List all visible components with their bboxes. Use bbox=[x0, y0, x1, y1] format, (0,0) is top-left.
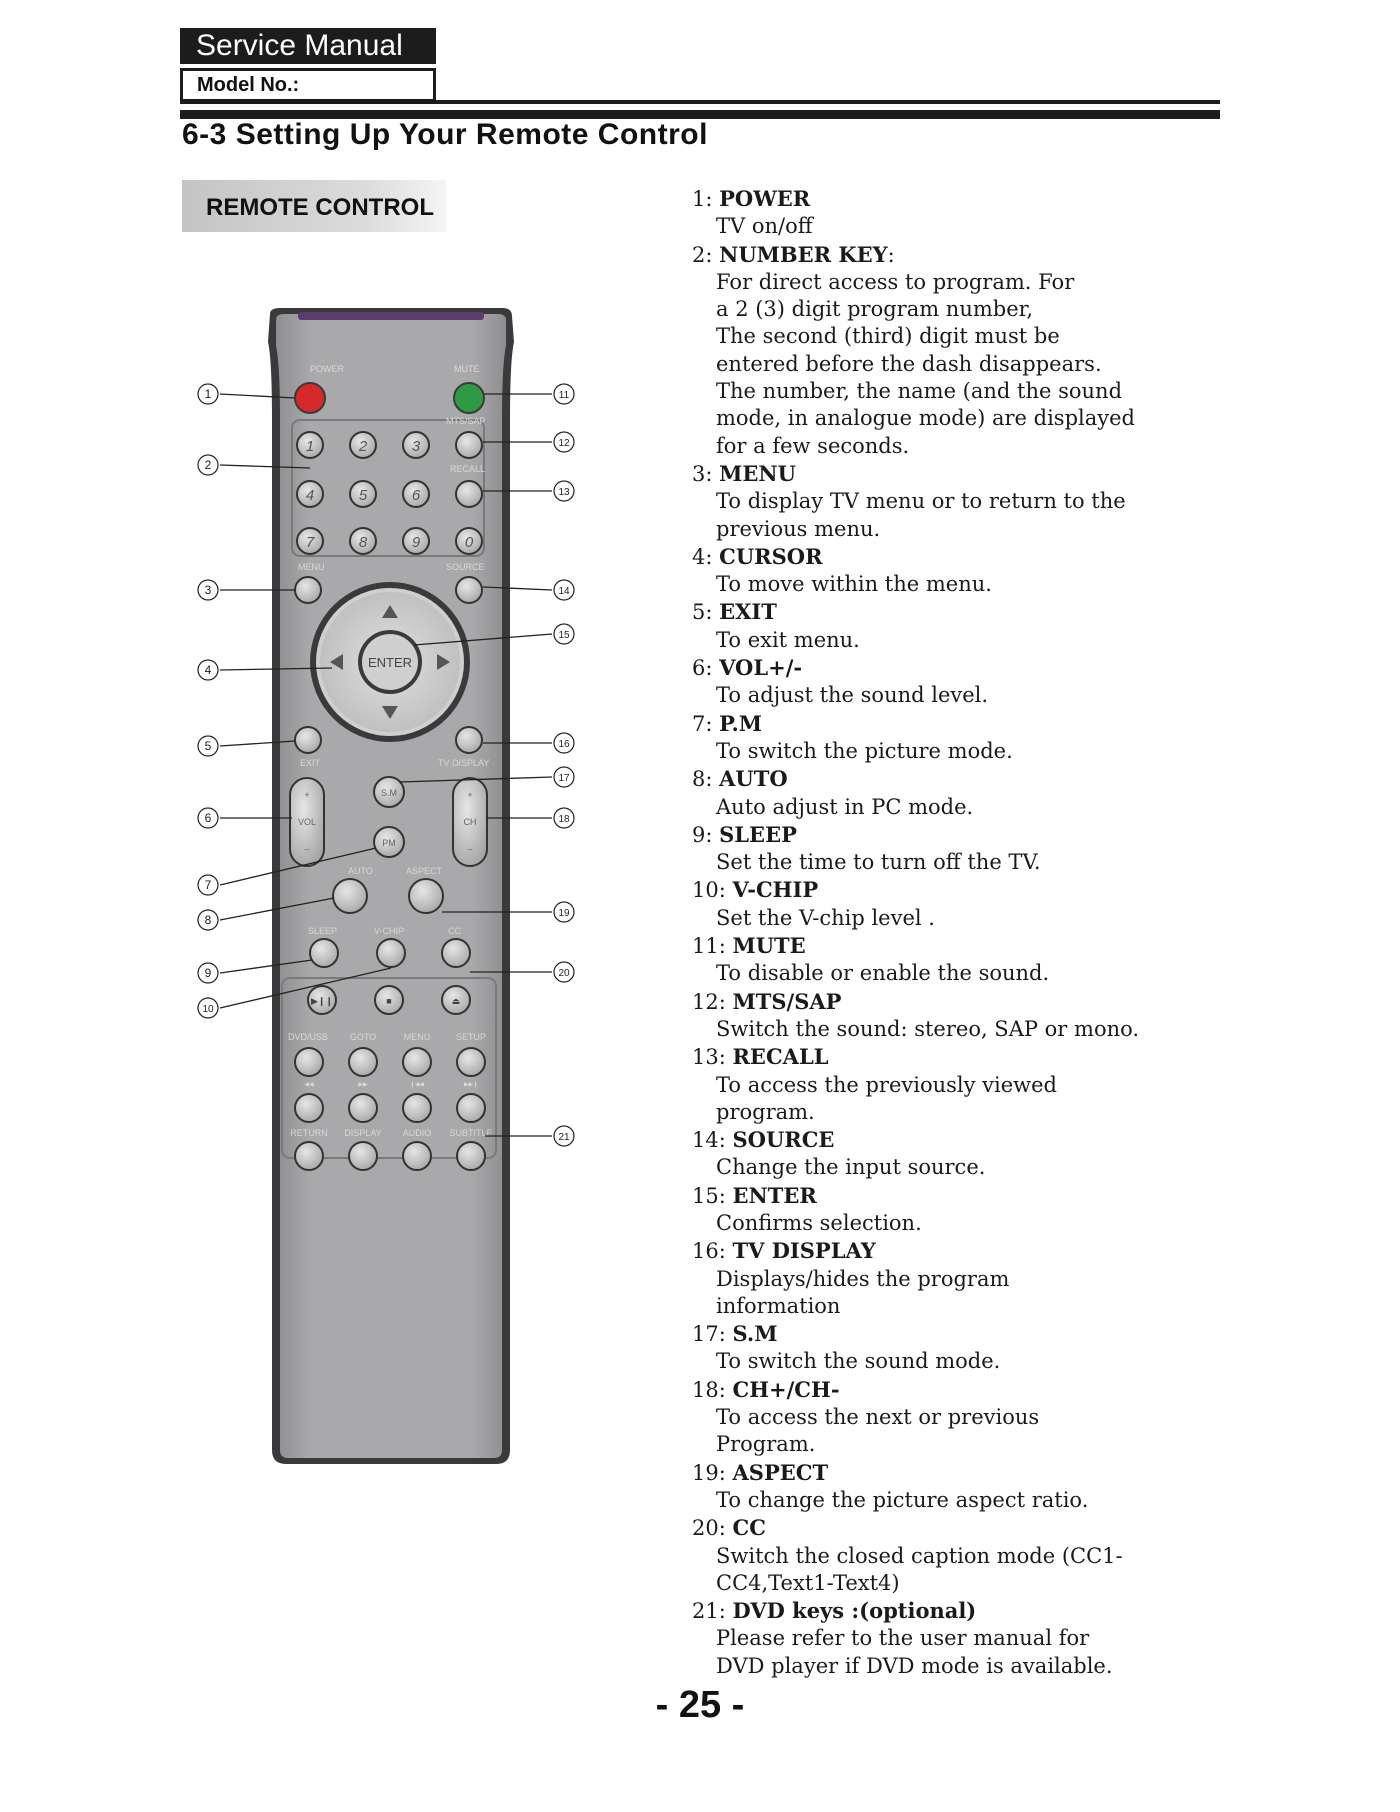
channel-plus-label: + bbox=[467, 790, 473, 800]
cc-label: CC bbox=[448, 926, 461, 936]
number-1-label: 1 bbox=[305, 438, 315, 455]
description-entry bbox=[692, 1320, 1352, 1376]
description-suffix: : bbox=[887, 242, 895, 267]
description-title: POWER bbox=[719, 186, 811, 211]
vchip-button[interactable] bbox=[377, 939, 405, 967]
callout-9-label: 9 bbox=[204, 966, 212, 980]
exit-button[interactable] bbox=[295, 727, 321, 753]
power-button[interactable] bbox=[295, 383, 325, 413]
description-title: VOL+/- bbox=[719, 655, 803, 681]
mts-sap-label: MTS/SAP bbox=[446, 416, 486, 426]
description-number: 7: bbox=[692, 711, 713, 736]
description-number: 12: bbox=[692, 989, 726, 1014]
sleep-label: SLEEP bbox=[308, 926, 338, 936]
power-label: POWER bbox=[310, 364, 345, 374]
description-text: TV on/off bbox=[716, 214, 813, 239]
source-label: SOURCE bbox=[446, 562, 485, 572]
volume-rocker[interactable] bbox=[290, 778, 324, 866]
source-button[interactable] bbox=[456, 577, 482, 603]
cc-button[interactable] bbox=[442, 939, 470, 967]
description-heading bbox=[692, 1182, 1352, 1210]
description-text: To access the next or previous Program. bbox=[716, 1405, 1040, 1457]
description-heading bbox=[692, 241, 1352, 269]
callout-14-label: 14 bbox=[558, 586, 570, 597]
dvd-usb-label: DVD/USB bbox=[287, 1032, 329, 1042]
dvd-menu-button[interactable] bbox=[403, 1048, 431, 1076]
number-4-label: 4 bbox=[305, 487, 315, 504]
description-entry bbox=[692, 988, 1352, 1044]
previous-icon: ❙◀◀ bbox=[409, 1082, 425, 1088]
stop-icon: ■ bbox=[386, 996, 392, 1006]
description-title: P.M bbox=[719, 710, 762, 736]
description-text: To exit menu. bbox=[716, 627, 860, 652]
return-button[interactable] bbox=[295, 1142, 323, 1170]
description-heading bbox=[692, 1376, 1352, 1404]
description-text: To access the previously viewed program. bbox=[716, 1072, 1058, 1124]
callout-21-label: 21 bbox=[558, 1132, 570, 1143]
description-number: 3: bbox=[692, 461, 713, 486]
description-text: For direct access to program. For a 2 (3) digit program number, The second (third) digit must be entered before the dash disappears. The number, the name (and the sound mode, in analogue mode) are displayed for a few seconds. bbox=[716, 269, 1135, 458]
description-entry bbox=[692, 1237, 1352, 1320]
description-entry bbox=[692, 1597, 1352, 1680]
description-entry bbox=[692, 241, 1352, 460]
sleep-button[interactable] bbox=[310, 939, 338, 967]
callout-8-label: 8 bbox=[204, 913, 212, 927]
recall-button[interactable] bbox=[456, 481, 482, 507]
next-icon: ▶▶❙ bbox=[463, 1082, 479, 1088]
mute-button[interactable] bbox=[454, 383, 484, 413]
description-text: Switch the sound: stereo, SAP or mono. bbox=[716, 1016, 1140, 1041]
callout-3-label: 3 bbox=[204, 583, 212, 597]
number-5-label: 5 bbox=[358, 487, 368, 504]
description-number: 1: bbox=[692, 187, 713, 211]
description-heading bbox=[692, 1126, 1352, 1154]
setup-label: SETUP bbox=[455, 1032, 487, 1042]
description-number: 11: bbox=[692, 934, 726, 959]
description-number: 9: bbox=[692, 822, 713, 847]
previous-button[interactable] bbox=[403, 1094, 431, 1122]
description-number: 14: bbox=[692, 1128, 726, 1153]
description-title: RECALL bbox=[732, 1044, 829, 1070]
aspect-button[interactable] bbox=[409, 879, 443, 913]
enter-label: ENTER bbox=[367, 655, 413, 670]
description-number: 4: bbox=[692, 544, 713, 569]
description-number: 10: bbox=[692, 878, 726, 903]
description-text: Please refer to the user manual for DVD player if DVD mode is available. bbox=[716, 1626, 1113, 1678]
description-number: 15: bbox=[692, 1183, 726, 1208]
goto-label: GOTO bbox=[349, 1032, 377, 1042]
exit-label: EXIT bbox=[300, 758, 321, 768]
callout-1-label: 1 bbox=[204, 387, 212, 401]
description-heading bbox=[692, 1514, 1352, 1542]
cursor-pad[interactable] bbox=[310, 582, 470, 742]
model-number-label: Model No.: bbox=[180, 68, 436, 102]
description-heading bbox=[692, 1237, 1352, 1265]
callout-12-label: 12 bbox=[558, 438, 570, 449]
description-entry bbox=[692, 1126, 1352, 1182]
description-number: 20: bbox=[692, 1516, 726, 1541]
description-title: CH+/CH- bbox=[732, 1376, 840, 1402]
description-text: Auto adjust in PC mode. bbox=[716, 794, 974, 819]
description-text: Change the input source. bbox=[716, 1155, 986, 1180]
callout-5-label: 5 bbox=[204, 739, 212, 753]
channel-rocker[interactable] bbox=[453, 778, 487, 866]
return-label: RETURN bbox=[290, 1128, 328, 1138]
dvd-menu-label: MENU bbox=[403, 1032, 431, 1042]
description-text: Set the time to turn off the TV. bbox=[716, 850, 1041, 875]
recall-label: RECALL bbox=[450, 464, 486, 474]
remote-control-illustration bbox=[180, 300, 610, 1480]
description-number: 16: bbox=[692, 1239, 726, 1264]
section-title: 6-3 Setting Up Your Remote Control bbox=[182, 118, 708, 151]
description-heading bbox=[692, 1459, 1352, 1487]
description-entry bbox=[692, 710, 1352, 766]
callout-2-label: 2 bbox=[204, 458, 212, 472]
description-heading bbox=[692, 185, 1352, 213]
header-rule-thin bbox=[180, 100, 1220, 104]
setup-button[interactable] bbox=[457, 1048, 485, 1076]
description-title: CC bbox=[732, 1515, 766, 1541]
callout-4-label: 4 bbox=[204, 663, 212, 677]
description-heading bbox=[692, 876, 1352, 904]
description-text: To display TV menu or to return to the previous menu. bbox=[716, 489, 1126, 541]
goto-button[interactable] bbox=[349, 1048, 377, 1076]
callout-20-label: 20 bbox=[558, 968, 570, 979]
description-entry bbox=[692, 543, 1352, 599]
description-title: SOURCE bbox=[732, 1127, 835, 1153]
tv-display-button[interactable] bbox=[456, 727, 482, 753]
play-pause-icon: ▶❙❙ bbox=[310, 996, 334, 1006]
aspect-label: ASPECT bbox=[406, 866, 443, 876]
page-number: - 25 - bbox=[655, 1684, 745, 1726]
number-0-label: 0 bbox=[464, 534, 474, 551]
description-title: CURSOR bbox=[719, 543, 823, 569]
description-number: 18: bbox=[692, 1377, 726, 1402]
callout-11-label: 11 bbox=[558, 390, 570, 401]
description-number: 2: bbox=[692, 242, 713, 267]
vchip-label: V-CHIP bbox=[374, 926, 405, 936]
description-text: To switch the sound mode. bbox=[716, 1349, 1001, 1374]
callout-6-label: 6 bbox=[204, 811, 212, 825]
auto-button[interactable] bbox=[333, 879, 367, 913]
description-number: 17: bbox=[692, 1322, 726, 1347]
description-entry bbox=[692, 765, 1352, 821]
description-heading bbox=[692, 1043, 1352, 1071]
description-title: AUTO bbox=[719, 766, 788, 792]
callout-18-label: 18 bbox=[558, 814, 570, 825]
description-title: MUTE bbox=[732, 933, 806, 959]
description-number: 8: bbox=[692, 767, 713, 792]
callout-16-label: 16 bbox=[558, 739, 570, 750]
fast-forward-icon: ▶▶ bbox=[358, 1082, 368, 1088]
description-text: To disable or enable the sound. bbox=[716, 961, 1050, 986]
description-entry bbox=[692, 185, 1352, 241]
audio-label: AUDIO bbox=[402, 1128, 432, 1138]
description-entry bbox=[692, 1043, 1352, 1126]
description-text: To move within the menu. bbox=[716, 572, 992, 597]
description-entry bbox=[692, 1459, 1352, 1515]
description-text: To change the picture aspect ratio. bbox=[716, 1487, 1089, 1512]
number-2-label: 2 bbox=[358, 438, 368, 455]
description-entry bbox=[692, 1376, 1352, 1459]
rewind-icon: ◀◀ bbox=[304, 1082, 314, 1088]
description-heading bbox=[692, 932, 1352, 960]
eject-icon: ⏏ bbox=[451, 996, 461, 1006]
description-number: 6: bbox=[692, 656, 713, 681]
rewind-button[interactable] bbox=[295, 1094, 323, 1122]
callout-19-label: 19 bbox=[558, 908, 570, 919]
description-entry bbox=[692, 932, 1352, 988]
volume-minus-label: – bbox=[304, 844, 310, 854]
description-heading bbox=[692, 765, 1352, 793]
description-entry bbox=[692, 654, 1352, 710]
sound-mode-label: S.M bbox=[380, 788, 398, 798]
service-manual-header: Service Manual bbox=[180, 28, 436, 64]
description-title: NUMBER KEY bbox=[719, 241, 888, 267]
description-title: EXIT bbox=[719, 599, 777, 625]
number-8-label: 8 bbox=[358, 534, 368, 551]
volume-plus-label: + bbox=[304, 790, 310, 800]
description-heading bbox=[692, 654, 1352, 682]
fast-forward-button[interactable] bbox=[349, 1094, 377, 1122]
remote-control-label: REMOTE CONTROL bbox=[182, 180, 446, 232]
description-number: 5: bbox=[692, 600, 713, 625]
number-7-label: 7 bbox=[305, 534, 315, 551]
description-heading bbox=[692, 598, 1352, 626]
next-button[interactable] bbox=[457, 1094, 485, 1122]
description-title: S.M bbox=[732, 1321, 778, 1347]
callout-17-label: 17 bbox=[558, 773, 570, 784]
mts-sap-button[interactable] bbox=[456, 432, 482, 458]
subtitle-label: SUBTITLE bbox=[449, 1128, 493, 1138]
description-title: V-CHIP bbox=[732, 877, 819, 903]
description-entry bbox=[692, 876, 1352, 932]
description-heading bbox=[692, 710, 1352, 738]
description-title: ASPECT bbox=[732, 1459, 829, 1485]
description-entry bbox=[692, 1182, 1352, 1238]
display-label: DISPLAY bbox=[344, 1128, 382, 1138]
number-9-label: 9 bbox=[411, 534, 421, 551]
description-title: MENU bbox=[719, 460, 796, 486]
number-3-label: 3 bbox=[411, 438, 421, 455]
number-6-label: 6 bbox=[411, 487, 421, 504]
description-title: SLEEP bbox=[719, 821, 797, 847]
subtitle-button[interactable] bbox=[457, 1142, 485, 1170]
menu-label: MENU bbox=[298, 562, 325, 572]
description-title: TV DISPLAY bbox=[732, 1238, 876, 1264]
description-entry bbox=[692, 821, 1352, 877]
auto-label: AUTO bbox=[348, 866, 373, 876]
tv-display-label: TV DISPLAY bbox=[438, 758, 490, 768]
description-text: To adjust the sound level. bbox=[716, 683, 989, 708]
description-text: Switch the closed caption mode (CC1- CC4,Text1-Text4) bbox=[716, 1543, 1123, 1595]
audio-button[interactable] bbox=[403, 1142, 431, 1170]
callout-13-label: 13 bbox=[558, 487, 570, 498]
description-heading bbox=[692, 1597, 1352, 1625]
description-entry bbox=[692, 598, 1352, 654]
description-text: Displays/hides the program information bbox=[716, 1266, 1010, 1318]
channel-label: CH bbox=[463, 817, 477, 827]
description-entry bbox=[692, 1514, 1352, 1597]
description-text: Set the V-chip level . bbox=[716, 905, 935, 930]
description-heading bbox=[692, 460, 1352, 488]
callout-15-label: 15 bbox=[558, 630, 570, 641]
button-description-list bbox=[692, 185, 1352, 1680]
channel-minus-label: – bbox=[467, 844, 473, 854]
description-text: To switch the picture mode. bbox=[716, 738, 1013, 763]
menu-button[interactable] bbox=[295, 577, 321, 603]
picture-mode-label: PM bbox=[382, 838, 396, 848]
description-heading bbox=[692, 1320, 1352, 1348]
description-heading bbox=[692, 988, 1352, 1016]
description-number: 21: bbox=[692, 1599, 726, 1624]
display-button[interactable] bbox=[349, 1142, 377, 1170]
description-title: DVD keys :(optional) bbox=[732, 1598, 977, 1624]
description-number: 13: bbox=[692, 1045, 726, 1070]
dvd-usb-button[interactable] bbox=[295, 1048, 323, 1076]
description-heading bbox=[692, 821, 1352, 849]
mute-label: MUTE bbox=[454, 364, 480, 374]
description-title: ENTER bbox=[732, 1182, 817, 1208]
description-heading bbox=[692, 543, 1352, 571]
description-title: MTS/SAP bbox=[732, 988, 842, 1014]
callout-10-label: 10 bbox=[202, 1004, 214, 1015]
description-text: Confirms selection. bbox=[716, 1210, 922, 1235]
callout-7-label: 7 bbox=[204, 878, 212, 892]
volume-label: VOL bbox=[297, 817, 317, 827]
description-entry bbox=[692, 460, 1352, 543]
description-number: 19: bbox=[692, 1460, 726, 1485]
